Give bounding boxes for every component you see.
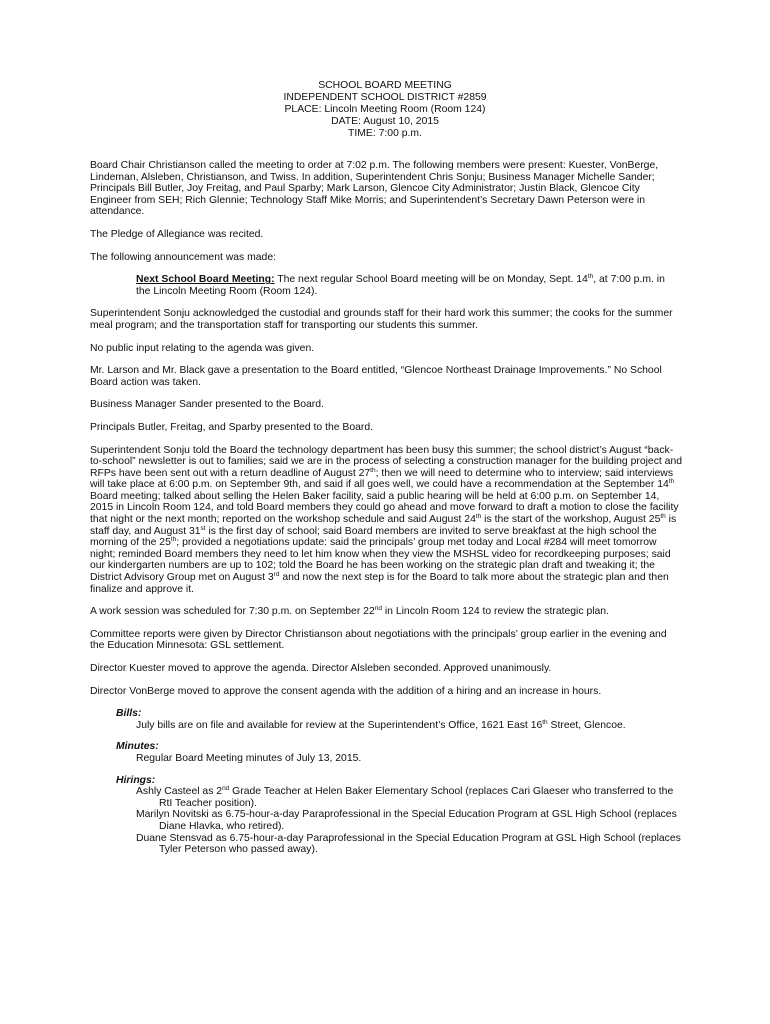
announcement bbox=[136, 274, 682, 297]
pledge-paragraph: The Pledge of Allegiance was recited. bbox=[90, 228, 264, 240]
meeting-header bbox=[0, 80, 770, 140]
minutes-text: Regular Board Meeting minutes of July 13, 2015. bbox=[136, 752, 362, 764]
call-to-order-paragraph: Board Chair Christianson called the meeting to order at 7:02 p.m. The following members were present: Kuester, VonBerge, Lindeman, Alsleben, Christianson, and Twiss. In addition, Superintendent Chris Sonju; Business Manager Michelle Sander; Principals Bill Butler, Joy Freitag, and Paul Sparby; Mark Larson, Glencoe City Administrator; Justin Black, Glencoe City Engineer from SEH; Rich Glennie; Technology Staff Mike Morris; and Superintendent’s Secretary Dawn Peterson were in attendance. bbox=[90, 160, 659, 218]
report-sup-7: rd bbox=[273, 571, 280, 579]
report-sup-6: th bbox=[170, 536, 177, 544]
report-text-3: Board meeting; talked about selling the Helen Baker facility, said a public hearing will be held at 6:00 p.m. on September 14, 2015 in Lincoln Room 124, and told Board members they could go ahead and move forward to draft a motion to close the facility that night or the next month; reported on the workshop schedule and said August 24 bbox=[90, 490, 679, 526]
report-text-6: is the first day of school; said Board members are invited to serve breakfast at the high school the morning of the 25 bbox=[90, 525, 657, 549]
report-text-7: ; provided a negotiations update: said the principals’ group met today and Local #284 will meet tomorrow night; reminded Board members they need to let him know when they view the MSHSL video for recordkeeping purposes; said our kindergarten numbers are up to 102; told the Board he has been working on the strategic plan draft and tweaking it; the District Advisory Group met on August 3 bbox=[90, 537, 671, 584]
agenda-motion-paragraph: Director Kuester moved to approve the agenda. Director Alsleben seconded. Approved unanimously. bbox=[90, 663, 552, 674]
announcement-text-end: , at 7:00 p.m. in the Lincoln Meeting Room (Room 124). bbox=[136, 274, 665, 297]
header-title: SCHOOL BOARD MEETING bbox=[318, 80, 452, 91]
superintendent-report-paragraph bbox=[90, 445, 682, 596]
hiring-item: Marilyn Novitski as 6.75-hour-a-day Paraprofessional in the Special Education Program at GSL High School (replaces Diane Hlavka, who retired). bbox=[136, 809, 677, 832]
minutes-section bbox=[90, 741, 682, 764]
business-manager-paragraph: Business Manager Sander presented to the Board. bbox=[90, 399, 324, 411]
public-input-paragraph: No public input relating to the agenda was given. bbox=[90, 342, 315, 354]
minutes-body bbox=[90, 160, 682, 866]
bills-text-end: Street, Glencoe. bbox=[547, 719, 626, 731]
header-district: INDEPENDENT SCHOOL DISTRICT #2859 bbox=[283, 92, 487, 103]
announcement-label: Next School Board Meeting: bbox=[136, 274, 275, 286]
consent-agenda-paragraph: Director VonBerge moved to approve the consent agenda with the addition of a hiring and an increase in hours. bbox=[90, 685, 602, 697]
bills-section bbox=[90, 708, 682, 731]
bills-text-start: July bills are on file and available for review at the Superintendent’s Office, 1621 East 16 bbox=[136, 719, 543, 731]
announcement-intro: The following announcement was made: bbox=[90, 251, 276, 263]
work-session-text-end: in Lincoln Room 124 to review the strategic plan. bbox=[381, 606, 609, 618]
report-text-8: and now the next step is for the Board to talk more about the strategic plan and then finalize and approve it. bbox=[90, 572, 669, 595]
report-sup-4: th bbox=[660, 513, 666, 521]
report-sup-1: th bbox=[370, 466, 376, 474]
hiring-item: Duane Stensvad as 6.75-hour-a-day Paraprofessional in the Special Education Program at GSL High School (replaces Tyler Peterson who passed away). bbox=[136, 832, 681, 856]
work-session-text: A work session was scheduled for 7:30 p.m. on September 22 bbox=[90, 606, 375, 618]
announcement-sup: th bbox=[587, 273, 594, 281]
header-date: DATE: August 10, 2015 bbox=[331, 116, 439, 127]
hiring-1-sup: nd bbox=[222, 785, 230, 793]
minutes-heading: Minutes: bbox=[116, 741, 159, 753]
report-sup-2: th bbox=[668, 478, 675, 486]
report-text-1: Superintendent Sonju told the Board the technology department has been busy this summer; the school district’s August “back-to-school” newsletter is out to families; said we are in the process of selecting a construction manager for the building project and RFPs have been sent out with a return deadline of August 27 bbox=[90, 444, 682, 479]
report-text-2: ; then we will need to determine who to interview; said interviews will take place at 6:00 p.m. on September 9th, and said if all goes well, we could have a recommendation at the September 14 bbox=[90, 467, 674, 491]
hiring-1-end: Grade Teacher at Helen Baker Elementary School (replaces Cari Glaeser who transferred to the RtI Teacher position). bbox=[159, 786, 674, 809]
presentation-paragraph: Mr. Larson and Mr. Black gave a presentation to the Board entitled, “Glencoe Northeast Drainage Improvements.” No School Board action was taken. bbox=[90, 365, 662, 388]
report-text-5: is staff day, and August 31 bbox=[90, 514, 677, 537]
hiring-1-start: Ashly Casteel as 2 bbox=[136, 786, 223, 798]
bills-text bbox=[136, 720, 682, 732]
report-text-4: is the start of the workshop, August 25 bbox=[481, 514, 661, 526]
principals-paragraph: Principals Butler, Freitag, and Sparby presented to the Board. bbox=[90, 421, 374, 433]
work-session-sup: nd bbox=[374, 605, 382, 613]
hirings-heading: Hirings: bbox=[116, 774, 156, 786]
bills-sup: th bbox=[542, 718, 548, 726]
bills-heading: Bills: bbox=[116, 708, 142, 720]
hiring-item bbox=[136, 786, 682, 809]
header-time: TIME: 7:00 p.m. bbox=[348, 128, 422, 139]
report-sup-5: st bbox=[200, 524, 206, 532]
hirings-section bbox=[90, 775, 682, 856]
work-session-paragraph bbox=[90, 606, 682, 618]
report-sup-3: th bbox=[475, 513, 482, 521]
header-place: PLACE: Lincoln Meeting Room (Room 124) bbox=[284, 104, 486, 115]
committee-reports-paragraph: Committee reports were given by Director Christianson about negotiations with the principals’ group earlier in the evening and the Education Minnesota: GSL settlement. bbox=[90, 628, 667, 652]
acknowledgement-paragraph: Superintendent Sonju acknowledged the custodial and grounds staff for their hard work this summer; the cooks for the summer meal program; and the transportation staff for transporting our students this summer. bbox=[90, 308, 673, 331]
announcement-text: The next regular School Board meeting will be on Monday, Sept. 14 bbox=[274, 274, 588, 286]
